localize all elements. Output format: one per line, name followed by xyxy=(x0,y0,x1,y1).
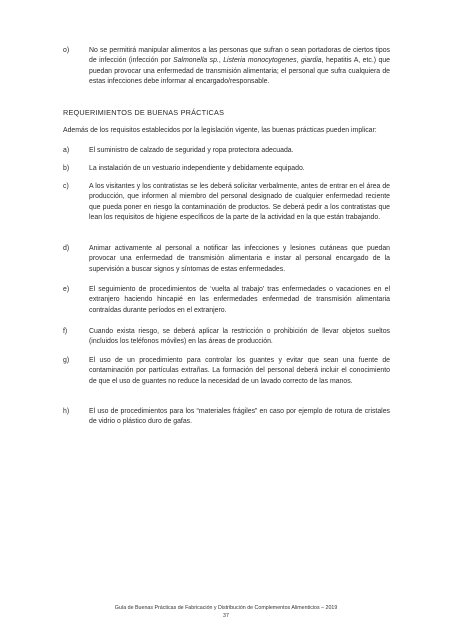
list-marker: c) xyxy=(63,183,69,190)
list-item-text: La instalación de un vestuario independiente y debidamente equipado. xyxy=(89,165,305,172)
section-intro: Además de los requisitos establecidos por la legislación vigente, las buenas prácticas pueden implicar: xyxy=(63,127,377,134)
page-number: 37 xyxy=(223,613,229,619)
list-item-text: El uso de procedimientos para los “materiales frágiles” en caso por ejemplo de rotura de cristales de vidrio o plástico duro de gafas. xyxy=(89,408,390,426)
list-marker: o) xyxy=(63,47,70,54)
list-marker: h) xyxy=(63,408,70,415)
section-heading: REQUERIMIENTOS DE BUENAS PRÁCTICAS xyxy=(63,108,225,117)
list-marker: f) xyxy=(63,328,68,335)
list-item-g xyxy=(63,356,390,387)
list-item-e xyxy=(63,285,390,316)
list-item-a xyxy=(63,146,390,156)
list-item-text: Animar activamente al personal a notificar las infecciones y lesiones cutáneas que puedan provocar una enfermedad de transmisión alimentaria e instar al personal encargado de la supervisión a buscar signos y síntomas de estas enfermedades. xyxy=(89,245,390,273)
list-item-f xyxy=(63,327,390,348)
list-marker: b) xyxy=(63,165,70,172)
list-item-text: Cuando exista riesgo, se deberá aplicar la restricción o prohibición de llevar objetos sueltos (incluidos los teléfonos móviles) en las áreas de producción. xyxy=(89,328,390,346)
list-item-text: El seguimiento de procedimientos de ‘vuelta al trabajo’ tras enfermedades o vacaciones en el extranjero haciendo hincapié en las enfermedades enfermedad de transmisión alimentaria contraídas durante períodos en el extranjero. xyxy=(89,286,390,314)
list-item-text: A los visitantes y los contratistas se les deberá solicitar verbalmente, antes de entrar en el área de producción, que informen al miembro del personal designado de cualquier enfermedad reciente que pueda poner en riesgo la contaminación de productos. Se deberá pedir a los contratistas que lean los requisitos de higiene específicos de la parte de la actividad en la que están trabajando. xyxy=(89,183,390,221)
list-marker: e) xyxy=(63,286,70,293)
list-item-h xyxy=(63,407,390,428)
list-item-b xyxy=(63,164,390,174)
list-item-o xyxy=(63,46,390,87)
footer-title: Guía de Buenas Prácticas de Fabricación y Distribución de Complementos Alimenticios – 2019 xyxy=(114,605,338,611)
list-item-text: El suministro de calzado de seguridad y ropa protectora adecuada. xyxy=(89,147,294,154)
list-marker: a) xyxy=(63,147,70,154)
list-item-c xyxy=(63,182,390,223)
list-item-text: No se permitirá manipular alimentos a las personas que sufran o sean portadoras de ciertos tipos de infección (infección por Salmonella sp., Listeria monocytogenes, giardia, hepatitis A, etc.) que puedan provocar una enfermedad de transmisión alimentaria; el personal que sufra cualquiera de estas infecciones debe informar al encargado/responsable. xyxy=(89,47,390,85)
list-item-d xyxy=(63,244,390,275)
list-marker: d) xyxy=(63,245,70,252)
list-item-text: El uso de un procedimiento para controlar los guantes y evitar que sean una fuente de contaminación por partículas extrañas. La formación del personal deberá incluir el conocimiento de que el uso de guantes no reduce la necesidad de un lavado correcto de las manos. xyxy=(89,357,390,385)
list-marker: g) xyxy=(63,357,70,364)
